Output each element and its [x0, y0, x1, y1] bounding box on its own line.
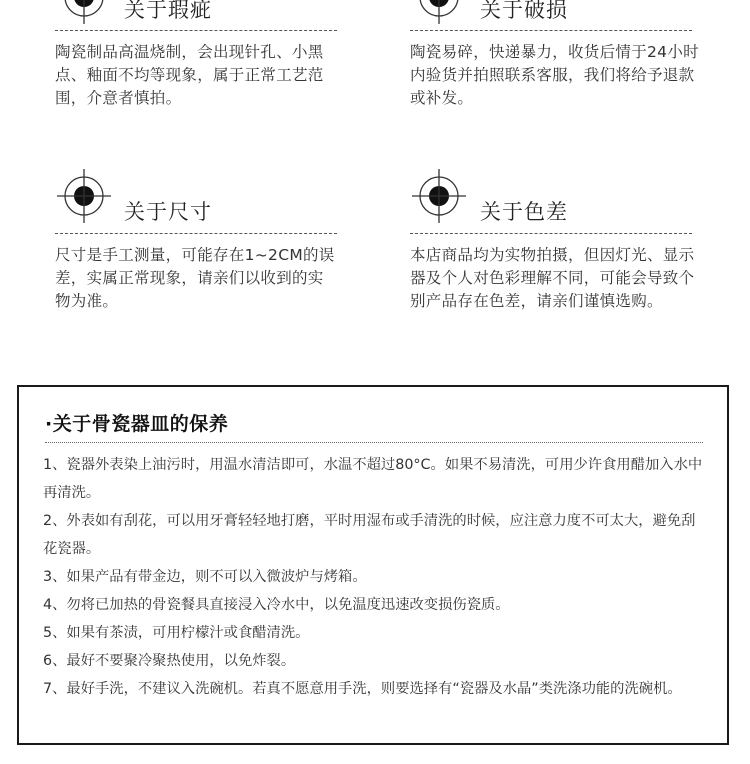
- notice-divider: [55, 30, 337, 31]
- notice-divider: [410, 30, 692, 31]
- notice-body-flaw: 陶瓷制品高温烧制，会出现针孔、小黑点、釉面不均等现象，属于正常工艺范围，介意者慎拍。: [55, 43, 324, 107]
- care-title: ·关于骨瓷器皿的保养: [45, 413, 229, 435]
- care-list: [43, 451, 709, 703]
- care-item: 1、瓷器外表染上油污时，用温水清洁即可，水温不超过80°C。如果不易清洗，可用少许食用醋加入水中再清洗。: [43, 457, 703, 501]
- crosshair-icon: [410, 167, 468, 225]
- crosshair-icon: [55, 0, 113, 26]
- notice-title-damage: 关于破损: [480, 0, 568, 22]
- care-item: 5、如果有茶渍，可用柠檬汁或食醋清洗。: [43, 625, 310, 641]
- notice-body-size: 尺寸是手工测量，可能存在1~2CM的误差，实属正常现象，请亲们以收到的实物为准。: [55, 246, 335, 310]
- care-item: 6、最好不要聚冷聚热使用，以免炸裂。: [43, 653, 296, 669]
- notice-title-color: 关于色差: [480, 200, 568, 224]
- care-item: 3、如果产品有带金边，则不可以入微波炉与烤箱。: [43, 569, 367, 585]
- notice-title-size: 关于尺寸: [124, 200, 212, 224]
- care-item: 2、外表如有刮花，可以用牙膏轻轻地打磨，平时用湿布或手清洗的时候，应注意力度不可太大，避免刮花瓷器。: [43, 513, 696, 557]
- care-item: 4、勿将已加热的骨瓷餐具直接浸入冷水中，以免温度迅速改变损伤瓷质。: [43, 597, 510, 613]
- notice-title-flaw: 关于瑕疵: [124, 0, 212, 22]
- care-instructions-box: [17, 385, 729, 745]
- notice-divider: [410, 233, 692, 234]
- notice-body-damage: 陶瓷易碎，快递暴力，收货后情于24小时内验货并拍照联系客服，我们将给予退款或补发。: [410, 43, 699, 107]
- care-item: 7、最好手洗，不建议入洗碗机。若真不愿意用手洗，则要选择有“瓷器及水晶”类洗涤功能的洗碗机。: [43, 681, 682, 697]
- crosshair-icon: [55, 167, 113, 225]
- crosshair-icon: [410, 0, 468, 26]
- notice-body-color: 本店商品均为实物拍摄，但因灯光、显示器及个人对色彩理解不同，可能会导致个别产品存在色差，请亲们谨慎选购。: [410, 246, 695, 310]
- care-divider: [45, 442, 703, 443]
- notice-divider: [55, 233, 337, 234]
